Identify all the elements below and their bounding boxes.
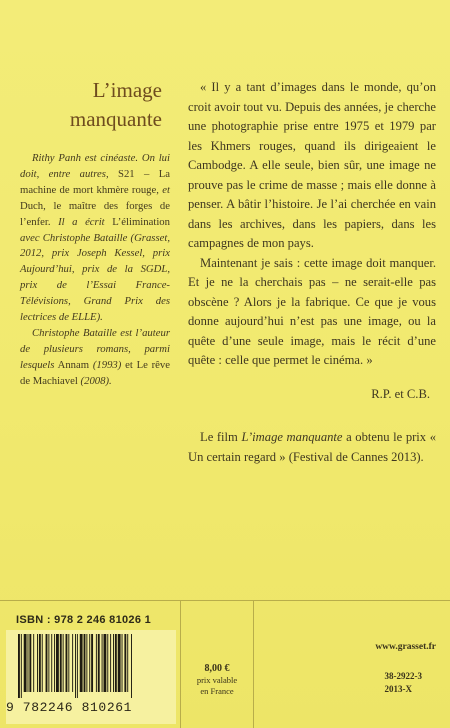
barcode-bar [107,634,108,692]
barcode-bar [56,634,59,692]
price: 8,00 € [204,663,230,674]
book-title-line-2: manquante [69,106,162,131]
barcode-bar [113,634,114,692]
bio-text: Christophe Bataille est l’auteur de plusieurs romans, parmi lesquels [20,326,170,371]
isbn: ISBN : 978 2 246 81026 1 [16,614,152,626]
book-title [70,76,162,133]
book-title-line-1: L’image [92,78,162,102]
award-text: Le film [200,430,238,444]
bio-paragraph-1 [20,151,170,326]
bio-text: Il a écrit [58,215,105,228]
barcode-bar [18,634,20,698]
blurb-signature: R.P. et C.B. [371,386,430,401]
film-title: S21 – La machine de mort khmère rouge, [20,167,171,196]
barcode-bar [110,634,111,692]
publisher-code: 2013-X [384,684,412,694]
bio-text: Rithy Panh est cinéaste. On lui doit, entre autres, [20,152,170,180]
author-bio [20,151,170,390]
barcode-bar [104,634,107,692]
barcode-bar [86,634,87,692]
barcode-bar [118,634,121,692]
barcode-bar [21,634,22,698]
publisher-url: www.grasset.fr [375,642,436,652]
barcode-bar [124,634,126,692]
novel-title: Annam [57,358,90,371]
blurb-quote-paragraph-2: Maintenant je sais : cette image doit manquer. Et je ne la cherchais pas – ne serait-elle pas obscène ? Alors je la fabrique. Ce que je vous donne aujourd’hui n’est pas une image, ou la quête d’une seule image, mais le récit d’une quête : celle que permet le cinéma. » [188,255,436,367]
barcode-bar [72,634,73,692]
barcode-bar [66,634,68,692]
barcode-bar [98,634,100,692]
barcode-bar [60,634,62,692]
bio-text: et [125,358,133,371]
barcode-bar [48,634,49,692]
film-title: Duch, le maître des forges de l’enfer. [20,199,170,228]
barcode-bar [37,634,38,692]
blurb [188,78,436,467]
award-paragraph [188,428,436,467]
barcode-bar [96,634,97,692]
barcode-bar [68,634,69,692]
novel-year: (1993) [92,358,122,371]
barcode-bar [39,634,41,692]
price-note: prix valable [196,675,238,685]
barcode-bar [24,634,27,692]
barcode-bar [115,634,117,692]
barcode-bar [127,634,128,692]
barcode-bar [46,634,48,692]
novel-title: Le rêve de Machiavel [20,358,171,387]
novel-year: (2008). [80,374,112,387]
bio-paragraph-2 [20,326,170,390]
barcode-bar [33,634,34,692]
blurb-quote-paragraph-1: « Il y a tant d’images dans le monde, qu’on croit avoir tout vu. Depuis des années, je cherche une photographie prise entre 1975 et 1979 par les Khmers rouges, quand ils dirigeaient le Cambodge. A elle seule, bien sûr, une image ne prouve pas le crime de masse ; mais elle donne à penser. A bâtir l’histoire. Je l’ai cherchée en vain dans les archives, dans les papiers, dans les campagnes de mon pays. [188,80,436,250]
barcode-bar [122,634,123,692]
footer-divider [0,600,450,601]
barcode-bar [51,634,52,692]
barcode-bar [77,634,78,698]
barcode-bar [29,634,31,692]
footer-divider-vertical [253,600,254,728]
barcode-bar [42,634,43,692]
award-text: a obtenu le prix « Un certain regard » (Festival de Cannes 2013). [188,430,436,464]
publisher-code: 38-2922-3 [384,671,422,681]
barcode-bar [63,634,64,692]
barcode-bars [16,634,168,698]
barcode-bar [84,634,86,692]
barcode-bar [54,634,55,692]
barcode-bar [91,634,93,692]
price-note: en France [200,686,234,696]
publisher-codes [385,670,423,696]
bio-text: et [162,183,171,196]
barcode-bar [102,634,103,692]
price-block [181,663,253,697]
barcode-bar [131,634,132,698]
barcode-bar [89,634,90,692]
bio-text: avec Christophe Bataille (Grasset, 2012, prix Joseph Kessel, prix Aujourd’hui, prix de la SGDL, prix de l’Essai France-Télévisions, Grand Prix des lectrices de ELLE). [20,231,170,324]
barcode-bar [80,634,83,692]
award-film-title: L’image manquante [241,430,343,444]
book-reference: L’élimination [112,215,170,228]
barcode-bar [75,634,76,698]
barcode-bar [28,634,29,692]
barcode-digits: 9 782246 810261 [6,700,133,715]
